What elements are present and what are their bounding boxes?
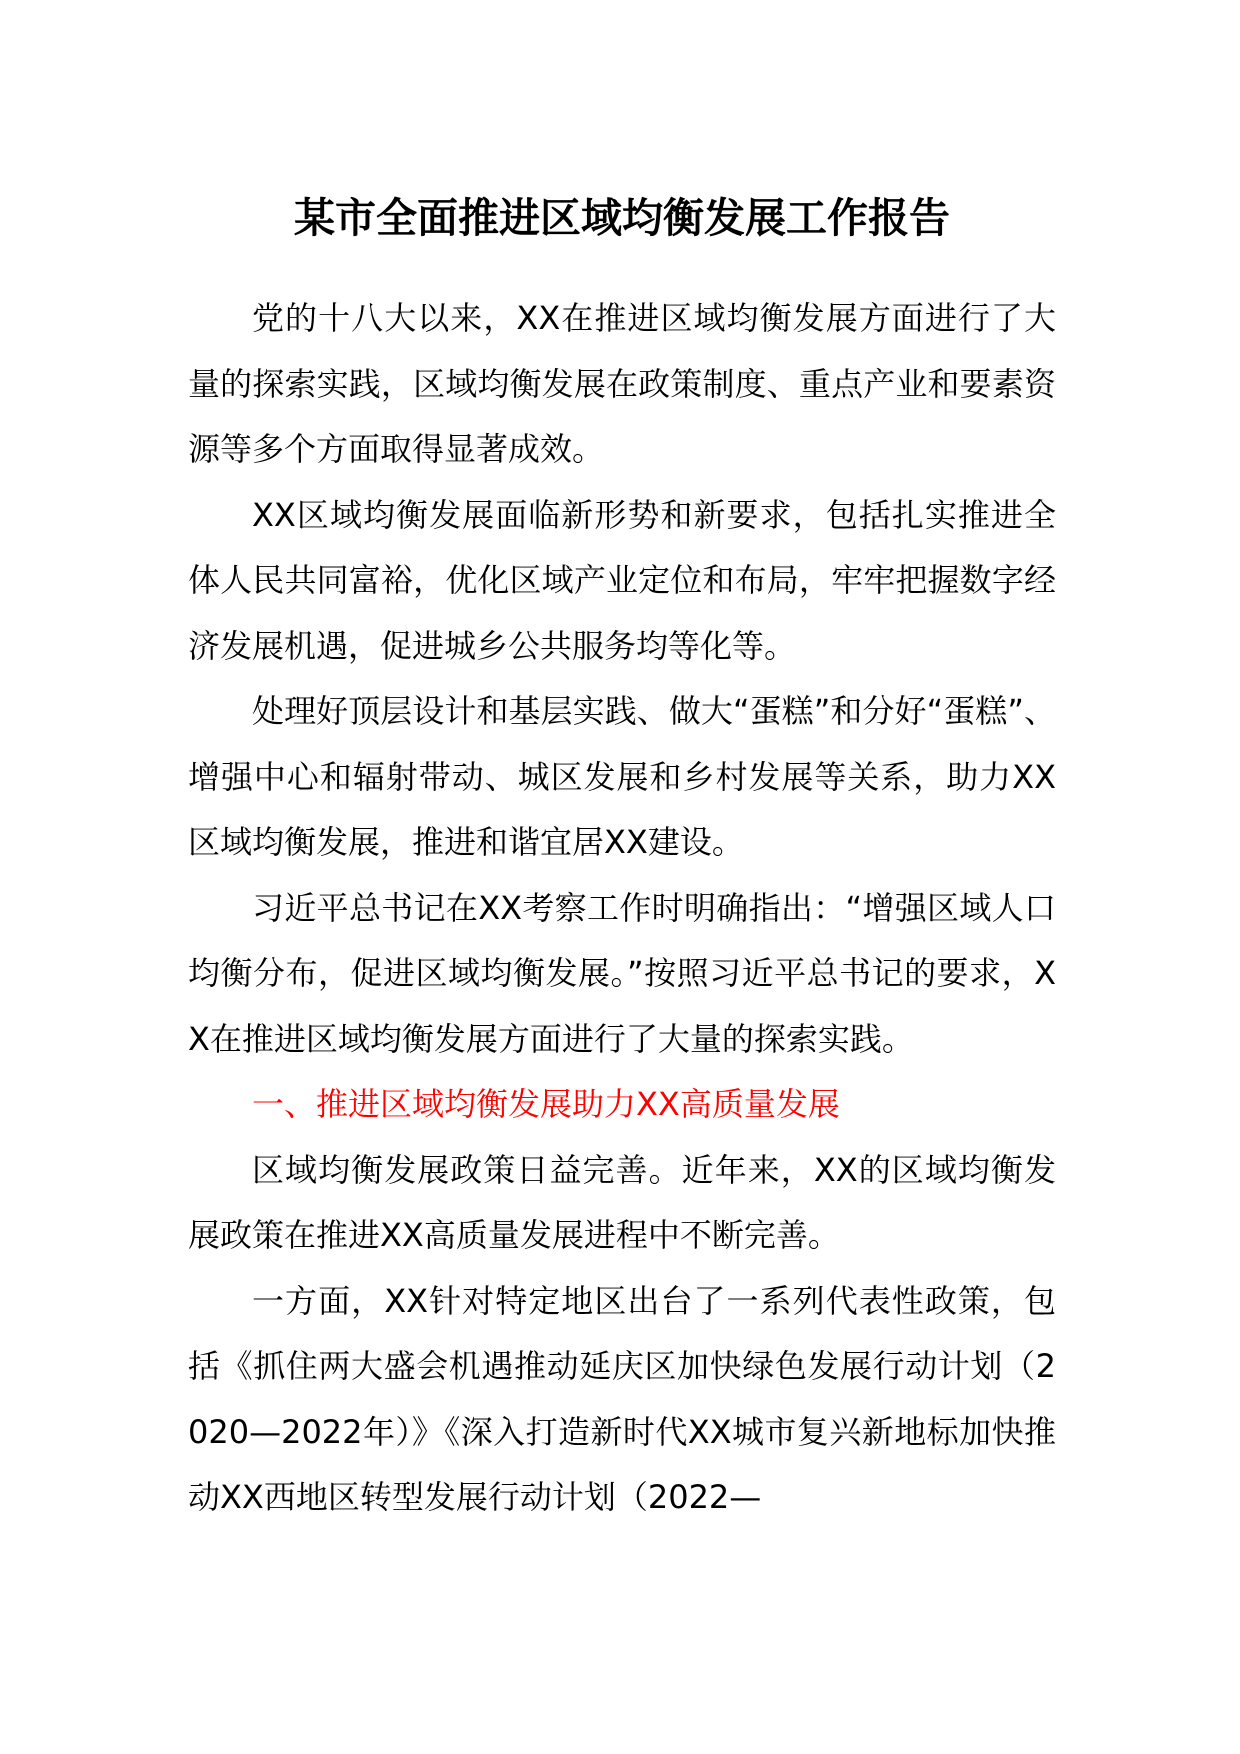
document-body bbox=[188, 190, 1056, 1531]
paragraph-intro: 党的十八大以来，XX在推进区域均衡发展方面进行了大量的探索实践，区域均衡发展在政策制度、重点产业和要素资源等多个方面取得显著成效。 bbox=[188, 299, 1056, 468]
paragraph-quote: 习近平总书记在XX考察工作时明确指出：“增强区域人口均衡分布，促进区域均衡发展。”按照习近平总书记的要求，XX在推进区域均衡发展方面进行了大量的探索实践。 bbox=[188, 888, 1056, 1058]
paragraph-policy: 区域均衡发展政策日益完善。近年来，XX的区域均衡发展政策在推进XX高质量发展进程中不断完善。 bbox=[188, 1150, 1056, 1254]
document-title: 某市全面推进区域均衡发展工作报告 bbox=[294, 194, 950, 242]
section-heading: 一、推进区域均衡发展助力XX高质量发展 bbox=[252, 1085, 840, 1123]
paragraph-relationships: 处理好顶层设计和基层实践、做大“蛋糕”和分好“蛋糕”、增强中心和辐射带动、城区发展和乡村发展等关系，助力XX区域均衡发展，推进和谐宜居XX建设。 bbox=[188, 692, 1056, 861]
paragraph-specific-regions: 一方面，XX针对特定地区出台了一系列代表性政策，包括《抓住两大盛会机遇推动延庆区加快绿色发展行动计划（2020—2022年）》《深入打造新时代XX城市复兴新地标加快推动XX西地区转型发展行动计划（2022— bbox=[188, 1281, 1056, 1516]
paragraph-new-situation: XX区域均衡发展面临新形势和新要求，包括扎实推进全体人民共同富裕，优化区域产业定位和布局，牢牢把握数字经济发展机遇，促进城乡公共服务均等化等。 bbox=[188, 495, 1056, 665]
